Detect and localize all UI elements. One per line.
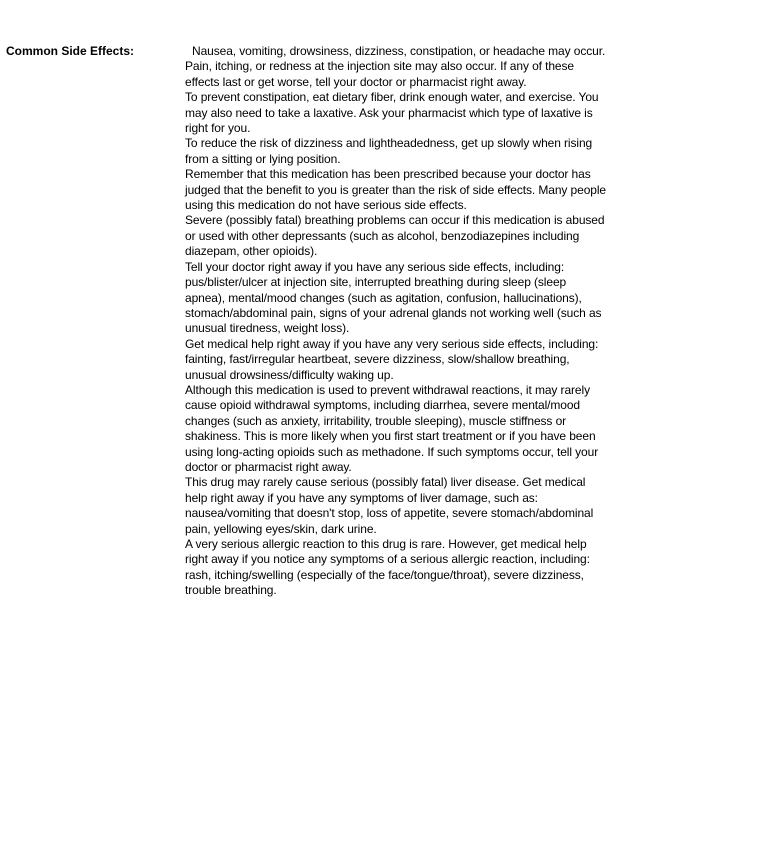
paragraph-common-effects: Nausea, vomiting, drowsiness, dizziness, constipation, or headache may occur. Pain, itching, or redness at the injection site may also occur. If any of these effects last or get worse, tell your doctor or pharmacist right away. [185,44,606,89]
paragraph-allergic-reaction: A very serious allergic reaction to this drug is rare. However, get medical help right away if you notice any symptoms of a serious allergic reaction, including: rash, itching/swelling (especially of the face/tongue/throat), severe dizziness, trouble breathing. [185,537,590,598]
side-effects-content [185,44,609,599]
paragraph-serious-effects: Tell your doctor right away if you have any serious side effects, including: pus/blister/ulcer at injection site, interrupted breathing during sleep (sleep apnea), mental/mood changes (such as agitation, confusion, hallucinations), stomach/abdominal pain, signs of your adrenal glands not working well (such as unusual tiredness, weight loss). [185,259,602,336]
paragraph-constipation: To prevent constipation, eat dietary fiber, drink enough water, and exercise. You may also need to take a laxative. Ask your pharmacist which type of laxative is right for you. [185,90,599,136]
paragraph-withdrawal: Although this medication is used to prevent withdrawal reactions, it may rarely cause opioid withdrawal symptoms, including diarrhea, severe mental/mood changes (such as anxiety, irritability, trouble sleeping), muscle stiffness or shakiness. This is more likely when you first start treatment or if you have been using long-acting opioids such as methadone. If such symptoms occur, tell your doctor or pharmacist right away. [185,382,599,474]
paragraph-liver-disease: This drug may rarely cause serious (possibly fatal) liver disease. Get medical help right away if you have any symptoms of liver damage, such as: nausea/vomiting that doesn't stop, loss of appetite, severe stomach/abdominal pain, yellowing eyes/skin, dark urine. [185,475,594,536]
paragraph-very-serious-effects: Get medical help right away if you have any very serious side effects, including: fainting, fast/irregular heartbeat, severe dizziness, slow/shallow breathing, unusual drowsiness/difficulty waking up. [185,336,599,382]
paragraph-breathing-problems: Severe (possibly fatal) breathing problems can occur if this medication is abused or used with other depressants (such as alcohol, benzodiazepines including diazepam, other opioids). [185,213,605,259]
section-label: Common Side Effects: [6,44,135,58]
paragraph-dizziness: To reduce the risk of dizziness and lightheadedness, get up slowly when rising from a sitting or lying position. [185,136,593,166]
paragraph-benefit: Remember that this medication has been prescribed because your doctor has judged that the benefit to you is greater than the risk of side effects. Many people using this medication do not have serious side effects. [185,167,606,213]
